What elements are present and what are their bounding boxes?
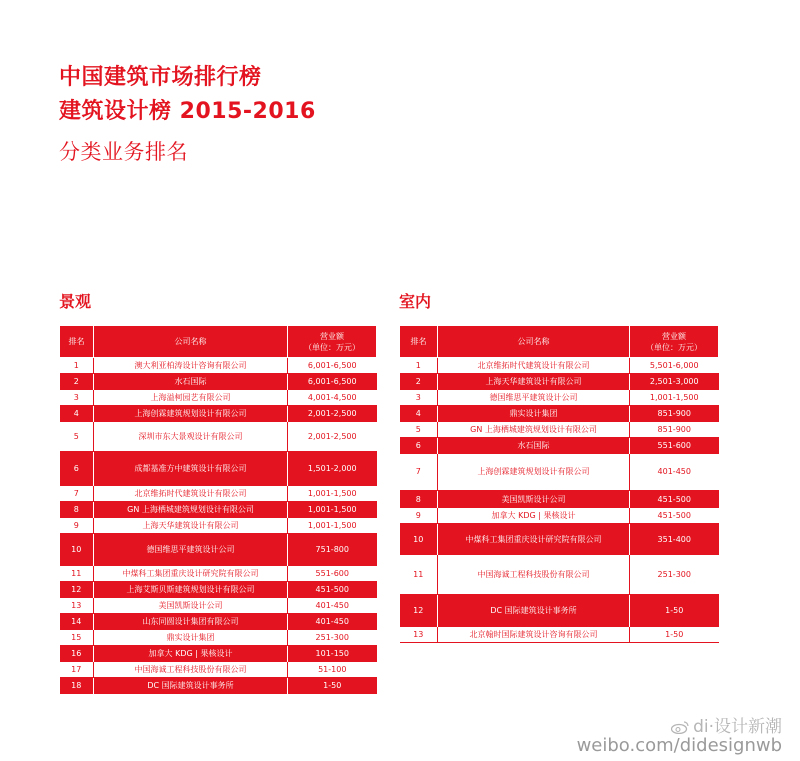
company-cell: 中煤科工集团重庆设计研究院有限公司	[438, 524, 630, 555]
rank-cell: 10	[60, 534, 94, 566]
revenue-cell: 251-300	[288, 630, 377, 646]
revenue-cell: 851-900	[630, 422, 719, 438]
table-row	[400, 390, 719, 406]
table-row	[400, 438, 719, 454]
company-cell: 水石国际	[438, 438, 630, 454]
table-row	[60, 534, 377, 566]
revenue-cell: 401-450	[630, 454, 719, 491]
table-row	[60, 630, 377, 646]
rank-cell: 12	[400, 595, 438, 627]
table-row	[400, 374, 719, 390]
revenue-cell: 1,001-1,500	[288, 518, 377, 534]
table-row	[400, 454, 719, 491]
revenue-cell: 751-800	[288, 534, 377, 566]
watermark-url: weibo.com/didesignwb	[576, 735, 782, 756]
revenue-cell: 401-450	[288, 614, 377, 630]
table-row	[400, 491, 719, 508]
company-cell: 德国维思平建筑设计公司	[438, 390, 630, 406]
ranking-title: 中国建筑市场排行榜	[59, 65, 262, 90]
company-cell: 北京维拓时代建筑设计有限公司	[438, 358, 630, 374]
rank-cell: 7	[400, 454, 438, 491]
revenue-cell: 551-600	[288, 566, 377, 582]
rank-cell: 2	[400, 374, 438, 390]
rank-cell: 6	[60, 452, 94, 486]
revenue-cell: 251-300	[630, 555, 719, 595]
revenue-cell: 1,001-1,500	[288, 502, 377, 518]
rank-cell: 1	[60, 358, 94, 374]
rank-cell: 6	[400, 438, 438, 454]
table-row	[60, 582, 377, 598]
company-cell: 澳大利亚柏涛设计咨询有限公司	[94, 358, 288, 374]
rank-cell: 1	[400, 358, 438, 374]
table-row	[400, 358, 719, 374]
revenue-cell: 451-500	[288, 582, 377, 598]
company-cell: 鼎实设计集团	[94, 630, 288, 646]
company-cell: 中国海诚工程科技股份有限公司	[438, 555, 630, 595]
landscape-section-title: 景观	[59, 292, 92, 311]
revenue-cell: 1-50	[630, 595, 719, 627]
weibo-icon	[671, 720, 689, 734]
rank-cell: 3	[400, 390, 438, 406]
company-cell: 上海创霖建筑规划设计有限公司	[438, 454, 630, 491]
table-row	[60, 646, 377, 662]
company-cell: GN 上海栖城建筑规划设计有限公司	[438, 422, 630, 438]
revenue-header: 营业额 （单位：万元）	[630, 326, 719, 358]
revenue-cell: 4,001-4,500	[288, 390, 377, 406]
table-row	[60, 502, 377, 518]
company-cell: 上海溢柯园艺有限公司	[94, 390, 288, 406]
company-cell: 加拿大 KDG | 果核设计	[94, 646, 288, 662]
revenue-cell: 2,501-3,000	[630, 374, 719, 390]
revenue-header: 营业额 （单位：万元）	[288, 326, 377, 358]
revenue-cell: 2,001-2,500	[288, 406, 377, 422]
rank-cell: 10	[400, 524, 438, 555]
table-row	[60, 358, 377, 374]
revenue-cell: 401-450	[288, 598, 377, 614]
rank-cell: 13	[400, 627, 438, 643]
rank-cell: 16	[60, 646, 94, 662]
rank-cell: 18	[60, 678, 94, 694]
company-cell: 深圳市东大景观设计有限公司	[94, 422, 288, 452]
category-title: 分类业务排名	[59, 140, 188, 164]
revenue-cell: 351-400	[630, 524, 719, 555]
company-cell: 中国海诚工程科技股份有限公司	[94, 662, 288, 678]
rank-cell: 8	[400, 491, 438, 508]
revenue-cell: 551-600	[630, 438, 719, 454]
revenue-cell: 51-100	[288, 662, 377, 678]
revenue-cell: 101-150	[288, 646, 377, 662]
rank-cell: 8	[60, 502, 94, 518]
table-row	[400, 627, 719, 643]
company-cell: 上海天华建筑设计有限公司	[438, 374, 630, 390]
company-cell: 北京翰时国际建筑设计咨询有限公司	[438, 627, 630, 643]
revenue-cell: 1,501-2,000	[288, 452, 377, 486]
rank-cell: 11	[400, 555, 438, 595]
company-cell: 山东同圆设计集团有限公司	[94, 614, 288, 630]
company-cell: 成都基准方中建筑设计有限公司	[94, 452, 288, 486]
interior-table	[399, 325, 719, 643]
table-row	[60, 486, 377, 502]
company-cell: 中煤科工集团重庆设计研究院有限公司	[94, 566, 288, 582]
company-cell: 上海天华建筑设计有限公司	[94, 518, 288, 534]
rank-cell: 13	[60, 598, 94, 614]
table-row	[400, 555, 719, 595]
company-cell: 德国维思平建筑设计公司	[94, 534, 288, 566]
watermark-brand: di·设计新潮	[671, 712, 782, 737]
company-cell: 北京维拓时代建筑设计有限公司	[94, 486, 288, 502]
revenue-cell: 6,001-6,500	[288, 358, 377, 374]
rank-cell: 12	[60, 582, 94, 598]
revenue-cell: 451-500	[630, 508, 719, 524]
table-row	[60, 422, 377, 452]
revenue-cell: 6,001-6,500	[288, 374, 377, 390]
revenue-cell: 851-900	[630, 406, 719, 422]
rank-cell: 11	[60, 566, 94, 582]
rank-cell: 17	[60, 662, 94, 678]
company-cell: DC 国际建筑设计事务所	[94, 678, 288, 694]
rank-header: 排名	[60, 326, 94, 358]
interior-section-title: 室内	[399, 292, 432, 311]
company-header: 公司名称	[94, 326, 288, 358]
rank-cell: 4	[400, 406, 438, 422]
table-row	[400, 422, 719, 438]
company-cell: 水石国际	[94, 374, 288, 390]
table-row	[60, 662, 377, 678]
company-cell: 美国凯斯设计公司	[94, 598, 288, 614]
revenue-cell: 5,501-6,000	[630, 358, 719, 374]
rank-cell: 4	[60, 406, 94, 422]
table-row	[400, 595, 719, 627]
table-row	[60, 374, 377, 390]
company-cell: 上海创霖建筑规划设计有限公司	[94, 406, 288, 422]
revenue-cell: 1-50	[288, 678, 377, 694]
rank-cell: 5	[400, 422, 438, 438]
company-cell: 加拿大 KDG | 果核设计	[438, 508, 630, 524]
rank-cell: 14	[60, 614, 94, 630]
rank-cell: 5	[60, 422, 94, 452]
table-row	[400, 406, 719, 422]
table-row	[60, 406, 377, 422]
rank-cell: 7	[60, 486, 94, 502]
table-row	[60, 452, 377, 486]
table-row	[400, 524, 719, 555]
rank-cell: 9	[60, 518, 94, 534]
rank-cell: 15	[60, 630, 94, 646]
rank-header: 排名	[400, 326, 438, 358]
ranking-subtitle: 建筑设计榜 2015-2016	[59, 99, 316, 124]
table-row	[60, 390, 377, 406]
company-cell: 鼎实设计集团	[438, 406, 630, 422]
rank-cell: 2	[60, 374, 94, 390]
table-row	[400, 508, 719, 524]
company-cell: 上海艾斯贝斯建筑规划设计有限公司	[94, 582, 288, 598]
table-row	[60, 518, 377, 534]
revenue-cell: 451-500	[630, 491, 719, 508]
table-row	[60, 614, 377, 630]
table-row	[60, 678, 377, 694]
rank-cell: 9	[400, 508, 438, 524]
revenue-cell: 1-50	[630, 627, 719, 643]
company-cell: 美国凯斯设计公司	[438, 491, 630, 508]
company-header: 公司名称	[438, 326, 630, 358]
company-cell: GN 上海栖城建筑规划设计有限公司	[94, 502, 288, 518]
revenue-cell: 1,001-1,500	[630, 390, 719, 406]
revenue-cell: 2,001-2,500	[288, 422, 377, 452]
company-cell: DC 国际建筑设计事务所	[438, 595, 630, 627]
table-row	[60, 598, 377, 614]
table-row	[60, 566, 377, 582]
rank-cell: 3	[60, 390, 94, 406]
revenue-cell: 1,001-1,500	[288, 486, 377, 502]
landscape-table	[59, 325, 377, 694]
